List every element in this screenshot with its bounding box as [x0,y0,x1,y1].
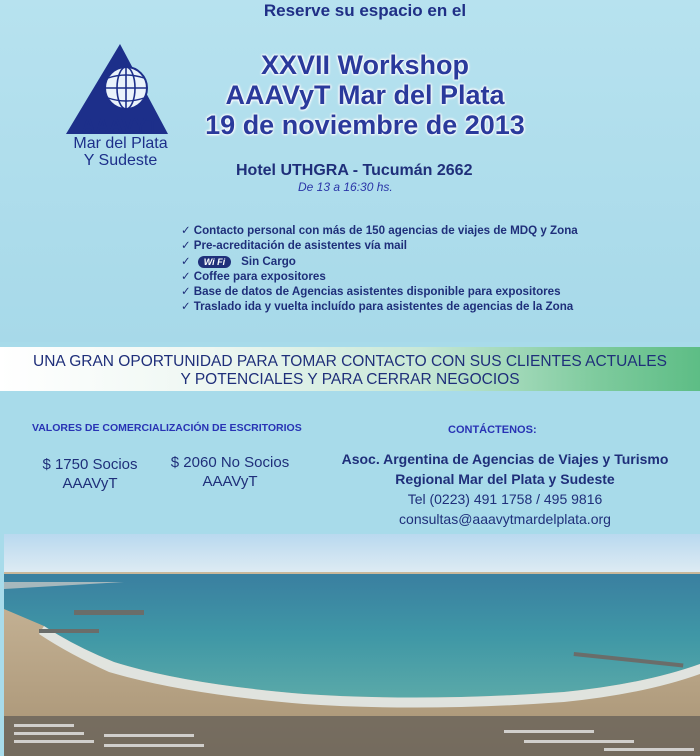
globe-triangle-icon [58,42,188,137]
check-icon: ✓ [181,254,191,268]
event-hours: De 13 a 16:30 hs. [298,180,393,194]
banner-line1: UNA GRAN OPORTUNIDAD PARA TOMAR CONTACTO CON SUS CLIENTES ACTUALES [33,353,667,370]
banner-text [0,353,700,389]
benefits-list [181,223,578,315]
pricing-title: VALORES DE COMERCIALIZACIÓN DE ESCRITORIOS [32,422,302,434]
beach-photo [4,534,700,756]
check-icon: ✓ [181,239,191,253]
contact-block [340,449,670,529]
price-socios: $ 1750 Socios AAAVyT [42,456,138,492]
aaavyt-logo [58,42,188,177]
reserve-heading: Reserve su espacio en el [263,1,467,20]
hotel-address: Hotel UTHGRA - Tucumán 2662 [236,162,473,179]
list-item: ✓ Base de datos de Agencias asistentes disponible para expositores [181,285,561,299]
list-item: ✓ Wi Fi Sin Cargo [181,254,296,268]
headline-line1: XXVII Workshop [260,50,470,80]
event-headline [180,50,550,140]
list-item: ✓ Contacto personal con más de 150 agencias de viajes de MDQ y Zona [181,224,578,237]
check-icon: ✓ [181,300,191,314]
logo-caption [58,135,183,169]
org-name-line2: Regional Mar del Plata y Sudeste [395,471,615,487]
check-icon: ✓ [181,224,191,237]
headline-line2: AAAVyT Mar del Plata [225,80,505,110]
wifi-icon: Wi Fi [198,256,231,268]
list-item: ✓ Traslado ida y vuelta incluído para asistentes de agencias de la Zona [181,300,574,314]
list-item: ✓ Coffee para expositores [181,269,326,283]
check-icon: ✓ [181,269,191,283]
check-icon: ✓ [181,285,191,299]
list-item: ✓ Pre-acreditación de asistentes vía mail [181,239,408,253]
logo-abbr: AAAVYT [81,116,159,137]
logo-line1: Mar del Plata [73,135,168,152]
contact-phone: Tel (0223) 491 1758 / 495 9816 [407,491,603,507]
org-name-line1: Asoc. Argentina de Agencias de Viajes y Turismo [341,451,669,467]
contact-title: CONTÁCTENOS: [448,424,537,436]
price-no-socios: $ 2060 No Socios AAAVyT [170,454,290,490]
opportunity-banner [0,347,700,391]
contact-email[interactable]: consultas@aaavytmardelplata.org [399,511,611,527]
beach-image [4,534,700,756]
banner-line2: Y POTENCIALES Y PARA CERRAR NEGOCIOS [180,371,520,388]
logo-line2: Y Sudeste [83,152,158,169]
headline-line3: 19 de noviembre de 2013 [205,110,525,140]
